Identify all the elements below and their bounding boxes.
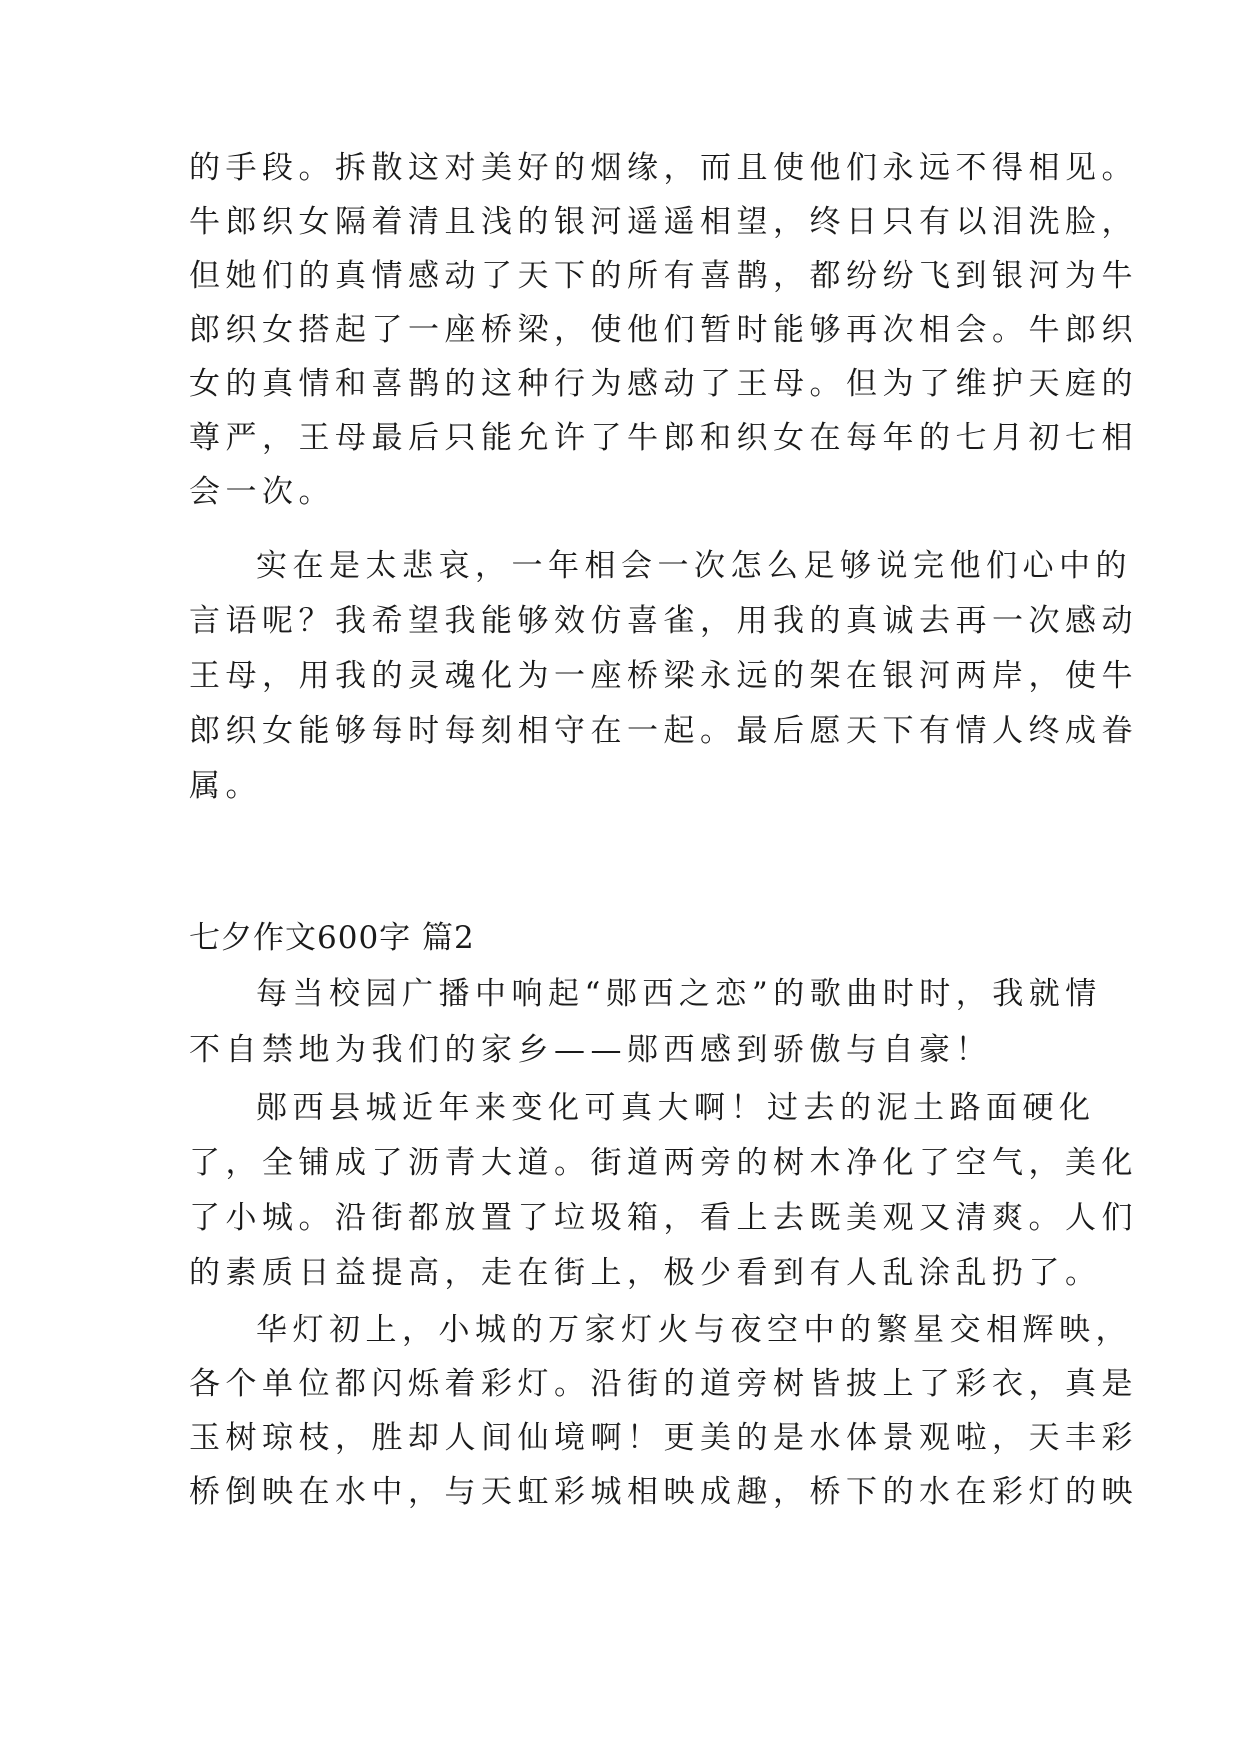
paragraph-line: 郎织女搭起了一座桥梁，使他们暂时能够再次相会。牛郎织 [189,312,1138,348]
paragraph-line: 桥倒映在水中，与天虹彩城相映成趣，桥下的水在彩灯的映 [189,1474,1138,1510]
paragraph-line: 郎织女能够每时每刻相守在一起。最后愿天下有情人终成眷 [189,713,1138,749]
paragraph-line: 各个单位都闪烁着彩灯。沿街的道旁树皆披上了彩衣，真是 [189,1366,1138,1402]
paragraph-line: 玉树琼枝，胜却人间仙境啊！更美的是水体景观啦，天丰彩 [189,1420,1138,1456]
paragraph-line: 不自禁地为我们的家乡——郧西感到骄傲与自豪！ [189,1032,992,1068]
paragraph-line: 王母，用我的灵魂化为一座桥梁永远的架在银河两岸，使牛 [189,658,1138,694]
paragraph-line: 实在是太悲哀，一年相会一次怎么足够说完他们心中的 [256,548,1132,584]
paragraph-line: 的素质日益提高，走在街上，极少看到有人乱涂乱扔了。 [189,1255,1102,1291]
paragraph-line: 了小城。沿街都放置了垃圾箱，看上去既美观又清爽。人们 [189,1200,1138,1236]
paragraph-line: 牛郎织女隔着清且浅的银河遥遥相望，终日只有以泪洗脸， [189,204,1138,240]
paragraph-line: 会一次。 [189,474,335,510]
paragraph-line: 华灯初上，小城的万家灯火与夜空中的繁星交相辉映， [256,1312,1132,1348]
paragraph-line: 的手段。拆散这对美好的烟缘，而且使他们永远不得相见。 [189,150,1138,186]
paragraph-line: 了，全铺成了沥青大道。街道两旁的树木净化了空气，美化 [189,1145,1138,1181]
paragraph-line: 尊严，王母最后只能允许了牛郎和织女在每年的七月初七相 [189,420,1138,456]
section-title: 七夕作文600字 篇2 [189,920,475,956]
paragraph-line: 每当校园广播中响起“郧西之恋”的歌曲时时，我就情 [256,976,1102,1012]
paragraph-line: 但她们的真情感动了天下的所有喜鹊，都纷纷飞到银河为牛 [189,258,1138,294]
paragraph-line: 属。 [189,768,262,804]
paragraph-line: 郧西县城近年来变化可真大啊！过去的泥土路面硬化 [256,1090,1096,1126]
paragraph-line: 言语呢？我希望我能够效仿喜雀，用我的真诚去再一次感动 [189,603,1138,639]
paragraph-line: 女的真情和喜鹊的这种行为感动了王母。但为了维护天庭的 [189,366,1138,402]
